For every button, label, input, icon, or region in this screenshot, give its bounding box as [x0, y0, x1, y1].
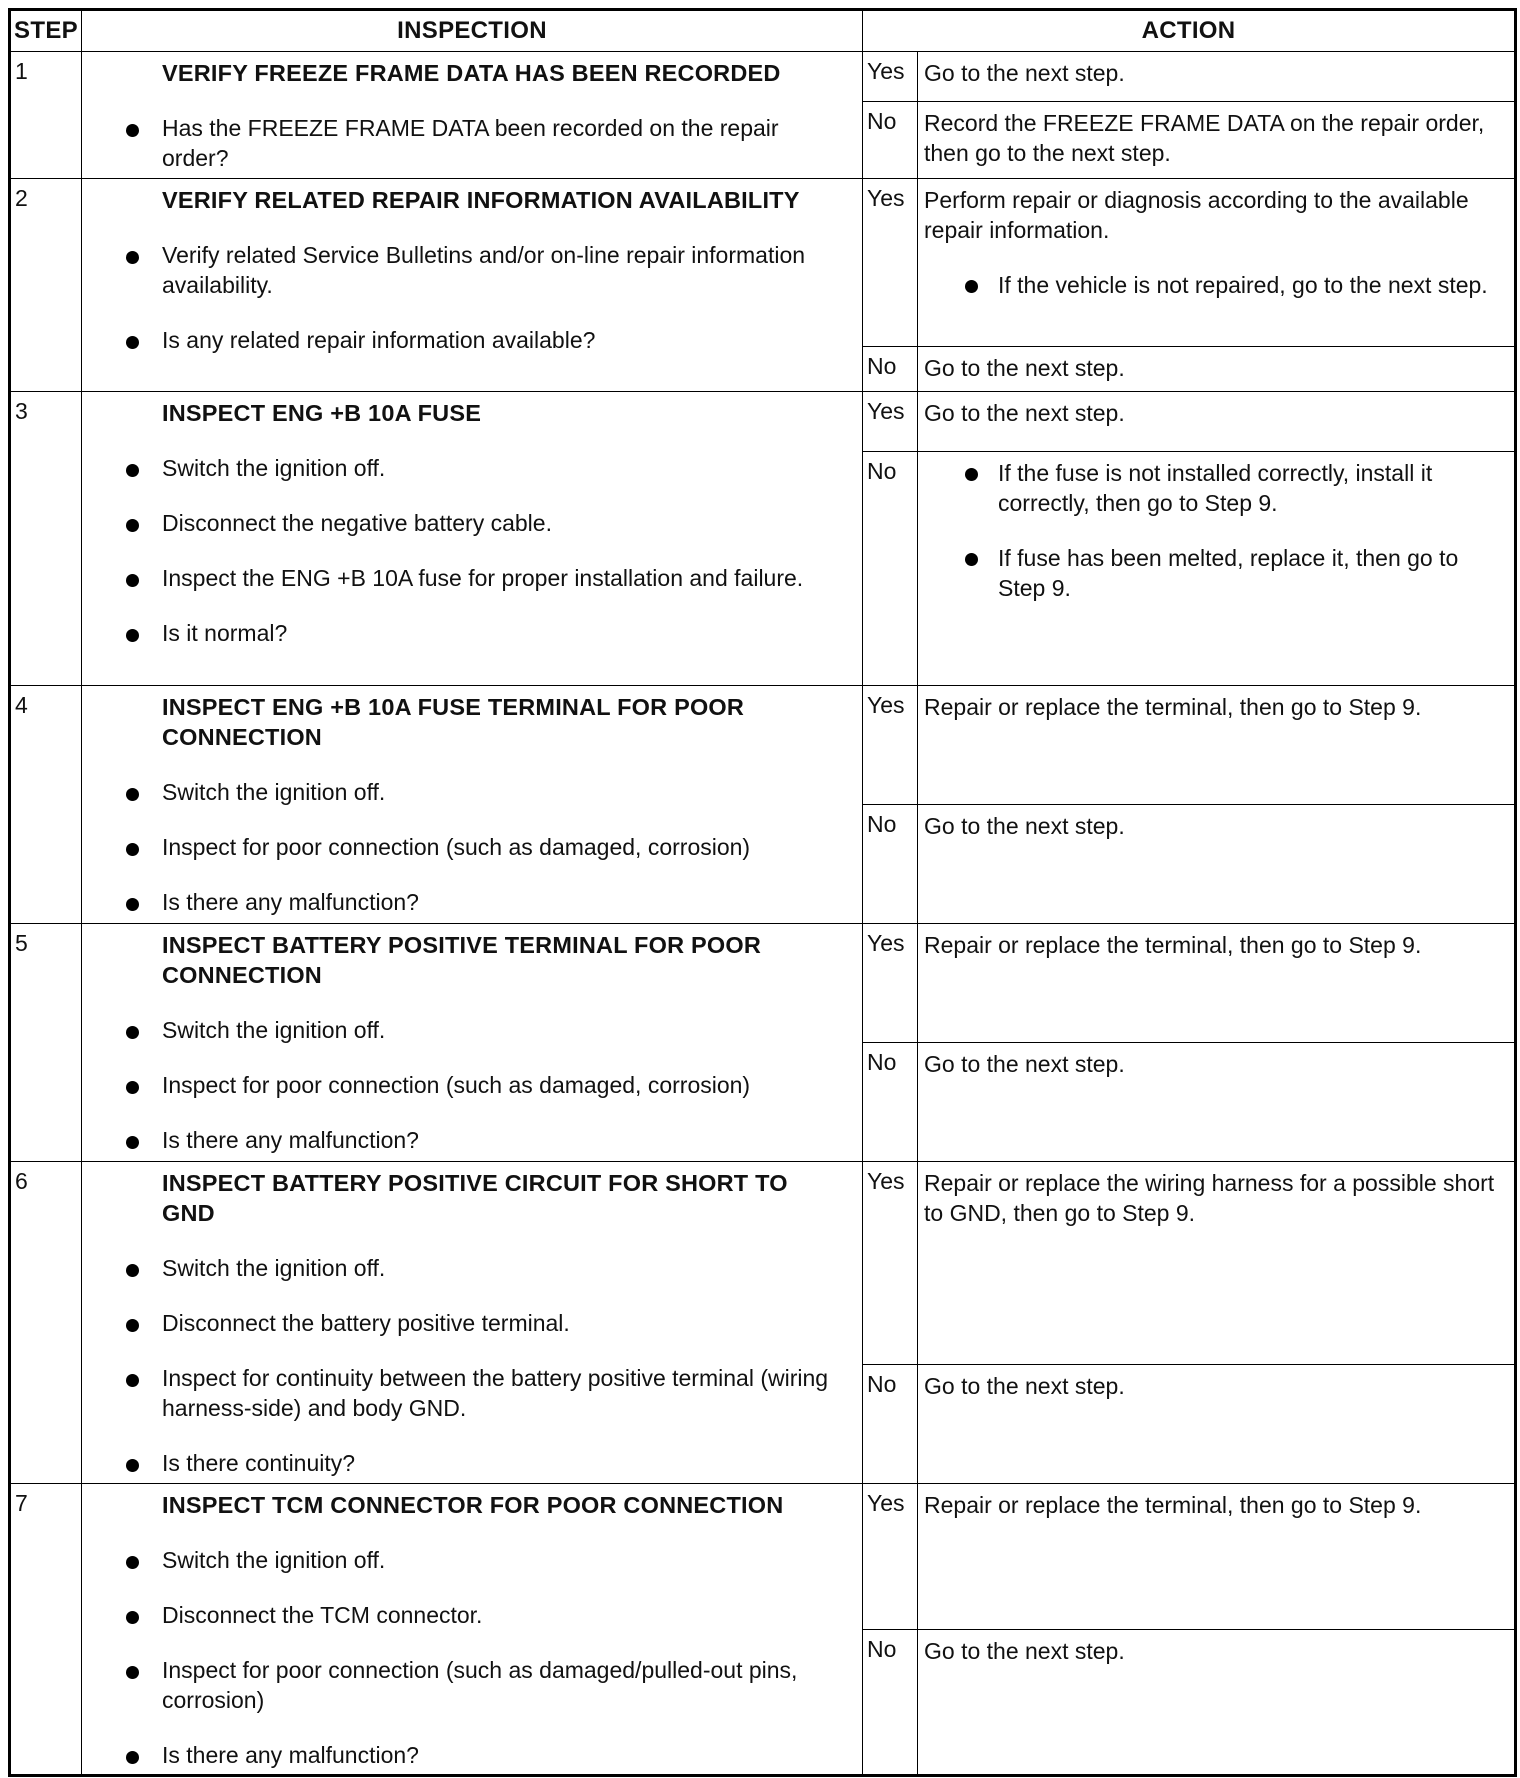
step-row-1: [10, 52, 1516, 102]
bullet-icon: [126, 251, 139, 264]
bullet-icon: [126, 1136, 139, 1149]
bullet-icon: [126, 629, 139, 642]
bullet-icon: [126, 843, 139, 856]
bullet-icon: [126, 788, 139, 801]
yes-action: Repair or replace the terminal, then go to Step 9.: [918, 686, 1516, 805]
no-action: Go to the next step.: [918, 1043, 1516, 1162]
step-number: 6: [10, 1162, 82, 1484]
step-row-7: [10, 1484, 1516, 1630]
header-action: ACTION: [863, 10, 1516, 52]
inspection-bullet: Switch the ignition off.: [162, 1253, 838, 1283]
no-label: No: [863, 1365, 918, 1484]
action-bullet: If fuse has been melted, replace it, then go to Step 9.: [998, 543, 1504, 603]
step-title: INSPECT BATTERY POSITIVE CIRCUIT FOR SHORT TO GND: [162, 1170, 788, 1226]
step-number: 7: [10, 1484, 82, 1776]
bullet-icon: [965, 553, 978, 566]
inspection-bullet: Is it normal?: [162, 618, 838, 648]
step-title: INSPECT ENG +B 10A FUSE TERMINAL FOR POOR CONNECTION: [162, 694, 745, 750]
inspection-bullet: Inspect the ENG +B 10A fuse for proper installation and failure.: [162, 563, 838, 593]
bullet-icon: [126, 1556, 139, 1569]
yes-action: Repair or replace the terminal, then go to Step 9.: [918, 924, 1516, 1043]
inspection-bullet: Switch the ignition off.: [162, 1015, 838, 1045]
bullet-icon: [126, 1319, 139, 1332]
step-number: 5: [10, 924, 82, 1162]
inspection-bullet: Disconnect the battery positive terminal.: [162, 1308, 838, 1338]
step-number: 1: [10, 52, 82, 179]
yes-action: Perform repair or diagnosis according to the available repair information. If the vehicle is not repaired, go to the next step.: [918, 179, 1516, 347]
no-label: No: [863, 452, 918, 686]
step-title: VERIFY RELATED REPAIR INFORMATION AVAILABILITY: [162, 187, 800, 213]
bullet-icon: [126, 574, 139, 587]
step-title: VERIFY FREEZE FRAME DATA HAS BEEN RECORDED: [162, 60, 781, 86]
yes-action: Repair or replace the terminal, then go to Step 9.: [918, 1484, 1516, 1630]
step-inspection: [82, 686, 863, 924]
action-bullet: If the fuse is not installed correctly, install it correctly, then go to Step 9.: [998, 458, 1504, 518]
no-action: Go to the next step.: [918, 347, 1516, 392]
header-inspection: INSPECTION: [82, 10, 863, 52]
step-number: 4: [10, 686, 82, 924]
no-label: No: [863, 1630, 918, 1776]
step-row-2: [10, 179, 1516, 347]
step-title: INSPECT ENG +B 10A FUSE: [162, 400, 482, 426]
yes-label: Yes: [863, 392, 918, 452]
step-number: 3: [10, 392, 82, 686]
yes-label: Yes: [863, 924, 918, 1043]
inspection-bullet: Is there any malfunction?: [162, 887, 838, 917]
step-row-6: [10, 1162, 1516, 1365]
inspection-bullet: Is any related repair information available?: [162, 325, 838, 355]
bullet-icon: [126, 1081, 139, 1094]
inspection-bullet: Inspect for poor connection (such as damaged/pulled-out pins, corrosion): [162, 1655, 838, 1715]
no-label: No: [863, 805, 918, 924]
step-inspection: [82, 52, 863, 179]
step-title: INSPECT BATTERY POSITIVE TERMINAL FOR POOR CONNECTION: [162, 932, 761, 988]
no-action: Go to the next step.: [918, 1365, 1516, 1484]
inspection-bullet: Inspect for poor connection (such as damaged, corrosion): [162, 1070, 838, 1100]
step-row-4: [10, 686, 1516, 805]
step-row-3: [10, 392, 1516, 452]
step-inspection: [82, 924, 863, 1162]
step-row-5: [10, 924, 1516, 1043]
bullet-icon: [965, 468, 978, 481]
no-action: Go to the next step.: [918, 1630, 1516, 1776]
bullet-icon: [126, 1611, 139, 1624]
no-action: Go to the next step.: [918, 805, 1516, 924]
inspection-bullet: Has the FREEZE FRAME DATA been recorded on the repair order?: [162, 113, 838, 173]
bullet-icon: [126, 1666, 139, 1679]
yes-label: Yes: [863, 1484, 918, 1630]
no-label: No: [863, 102, 918, 179]
step-inspection: [82, 179, 863, 392]
yes-action: Go to the next step.: [918, 392, 1516, 452]
step-inspection: [82, 392, 863, 686]
inspection-bullet: Disconnect the negative battery cable.: [162, 508, 838, 538]
no-action: Record the FREEZE FRAME DATA on the repair order, then go to the next step.: [918, 102, 1516, 179]
inspection-bullet: Switch the ignition off.: [162, 777, 838, 807]
bullet-icon: [126, 1264, 139, 1277]
yes-label: Yes: [863, 1162, 918, 1365]
no-label: No: [863, 347, 918, 392]
bullet-icon: [126, 1459, 139, 1472]
bullet-icon: [126, 336, 139, 349]
inspection-bullet: Verify related Service Bulletins and/or on-line repair information availability.: [162, 240, 838, 300]
yes-label: Yes: [863, 179, 918, 347]
inspection-bullet: Is there any malfunction?: [162, 1125, 838, 1155]
bullet-icon: [126, 464, 139, 477]
yes-action: Repair or replace the wiring harness for a possible short to GND, then go to Step 9.: [918, 1162, 1516, 1365]
bullet-icon: [126, 124, 139, 137]
bullet-icon: [126, 1751, 139, 1764]
no-label: No: [863, 1043, 918, 1162]
header-row: [10, 10, 1516, 52]
header-step: STEP: [10, 10, 82, 52]
no-action: [918, 452, 1516, 686]
step-inspection: [82, 1484, 863, 1776]
step-number: 2: [10, 179, 82, 392]
inspection-bullet: Disconnect the TCM connector.: [162, 1600, 838, 1630]
yes-label: Yes: [863, 686, 918, 805]
step-title: INSPECT TCM CONNECTOR FOR POOR CONNECTION: [162, 1492, 784, 1518]
action-bullet: If the vehicle is not repaired, go to the next step.: [998, 270, 1504, 300]
yes-label: Yes: [863, 52, 918, 102]
inspection-bullet: Inspect for continuity between the battery positive terminal (wiring harness-side) and body GND.: [162, 1363, 838, 1423]
bullet-icon: [126, 898, 139, 911]
bullet-icon: [126, 519, 139, 532]
bullet-icon: [126, 1374, 139, 1387]
bullet-icon: [126, 1026, 139, 1039]
yes-action: Go to the next step.: [918, 52, 1516, 102]
inspection-bullet: Switch the ignition off.: [162, 453, 838, 483]
diagnostic-table: [8, 8, 1517, 1777]
inspection-bullet: Is there any malfunction?: [162, 1740, 838, 1770]
inspection-bullet: Switch the ignition off.: [162, 1545, 838, 1575]
inspection-bullet: Inspect for poor connection (such as damaged, corrosion): [162, 832, 838, 862]
step-inspection: [82, 1162, 863, 1484]
bullet-icon: [965, 280, 978, 293]
inspection-bullet: Is there continuity?: [162, 1448, 838, 1478]
